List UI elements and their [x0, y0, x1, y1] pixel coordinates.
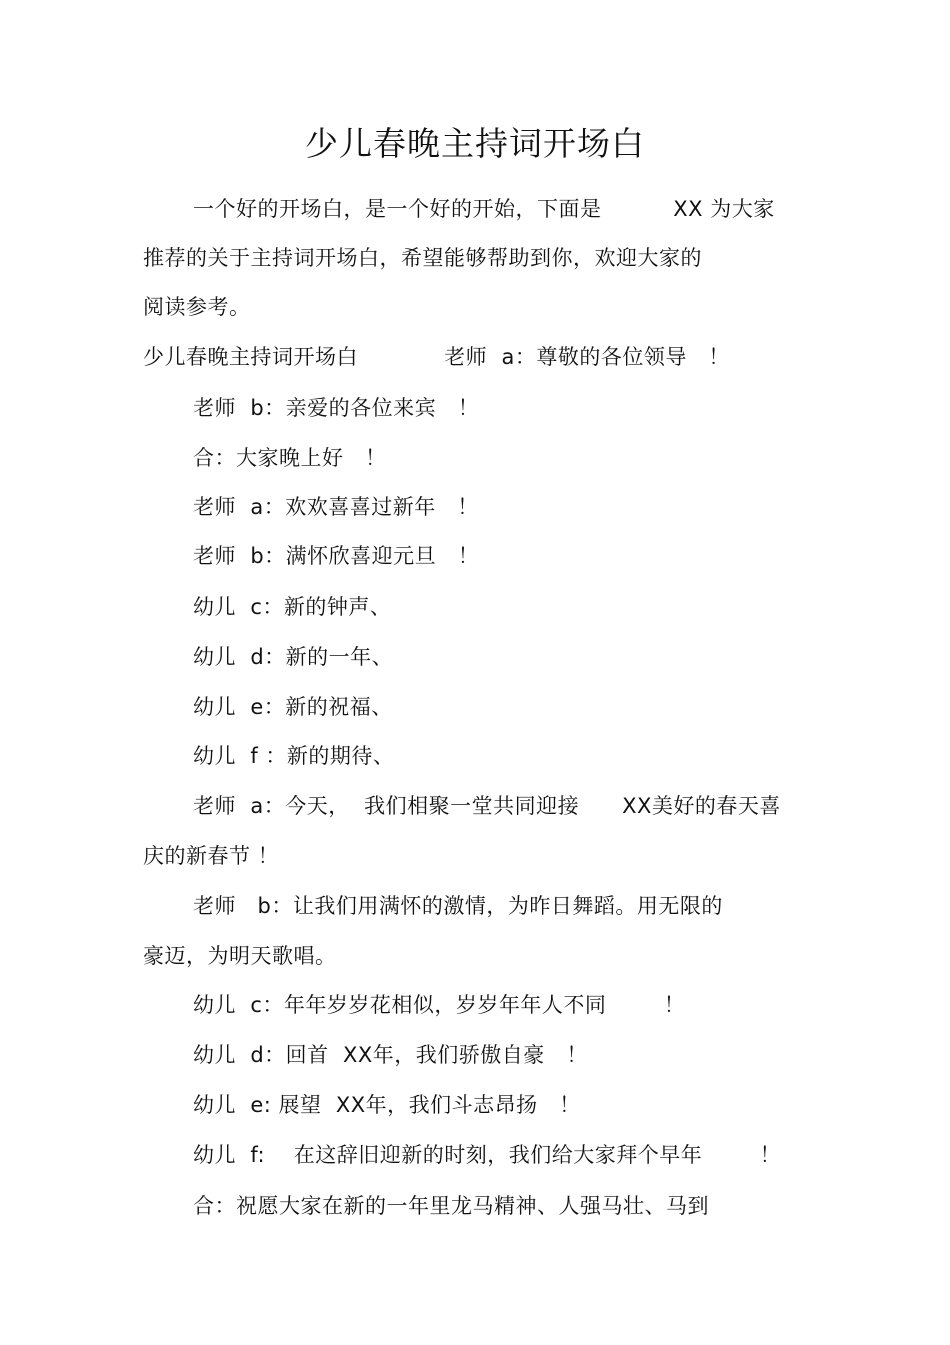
document-title: 少儿春晚主持词开场白 [305, 124, 645, 163]
paragraph-line: 推荐的关于主持词开场白，希望能够帮助到你，欢迎大家的 [143, 246, 702, 270]
paragraph-line: 老师 b：让我们用满怀的激情，为昨日舞蹈。用无限的 [193, 894, 723, 918]
paragraph-line: 幼儿 f ：新的期待、 [193, 744, 395, 768]
paragraph-line: 幼儿 d：新的一年、 [193, 645, 394, 669]
paragraph-line: 幼儿 c：年年岁岁花相似，岁岁年年人不同 ！ [193, 993, 686, 1017]
paragraph-line: 豪迈，为明天歌唱。 [143, 944, 337, 968]
paragraph-line: 少儿春晚主持词开场白 老师 a：尊敬的各位领导 ！ [143, 345, 730, 369]
paragraph-line: 幼儿 e: 展望 XX年，我们斗志昂扬 ！ [193, 1093, 581, 1117]
paragraph-line: 幼儿 f: 在这辞旧迎新的时刻，我们给大家拜个早年 ！ [193, 1143, 782, 1167]
paragraph-line: 老师 b：满怀欣喜迎元旦 ！ [193, 544, 480, 568]
paragraph-line: 合：祝愿大家在新的一年里龙马精神、人强马壮、马到 [193, 1194, 709, 1218]
paragraph-line: 老师 a：欢欢喜喜过新年 ！ [193, 495, 479, 519]
paragraph-line: 合：大家晚上好 ！ [193, 446, 387, 470]
paragraph-line: 老师 a：今天， 我们相聚一堂共同迎接 XX美好的春天喜 [193, 794, 781, 818]
paragraph-line: 幼儿 e：新的祝福、 [193, 695, 393, 719]
paragraph-line: 一个好的开场白，是一个好的开始，下面是 XX 为大家 [193, 197, 775, 221]
paragraph-line: 幼儿 d：回首 XX年，我们骄傲自豪 ！ [193, 1043, 588, 1067]
paragraph-line: 庆的新春节 ！ [143, 844, 280, 868]
paragraph-line: 阅读参考。 [143, 295, 251, 319]
paragraph-line: 幼儿 c：新的钟声、 [193, 595, 392, 619]
paragraph-line: 老师 b：亲爱的各位来宾 ！ [193, 396, 480, 420]
